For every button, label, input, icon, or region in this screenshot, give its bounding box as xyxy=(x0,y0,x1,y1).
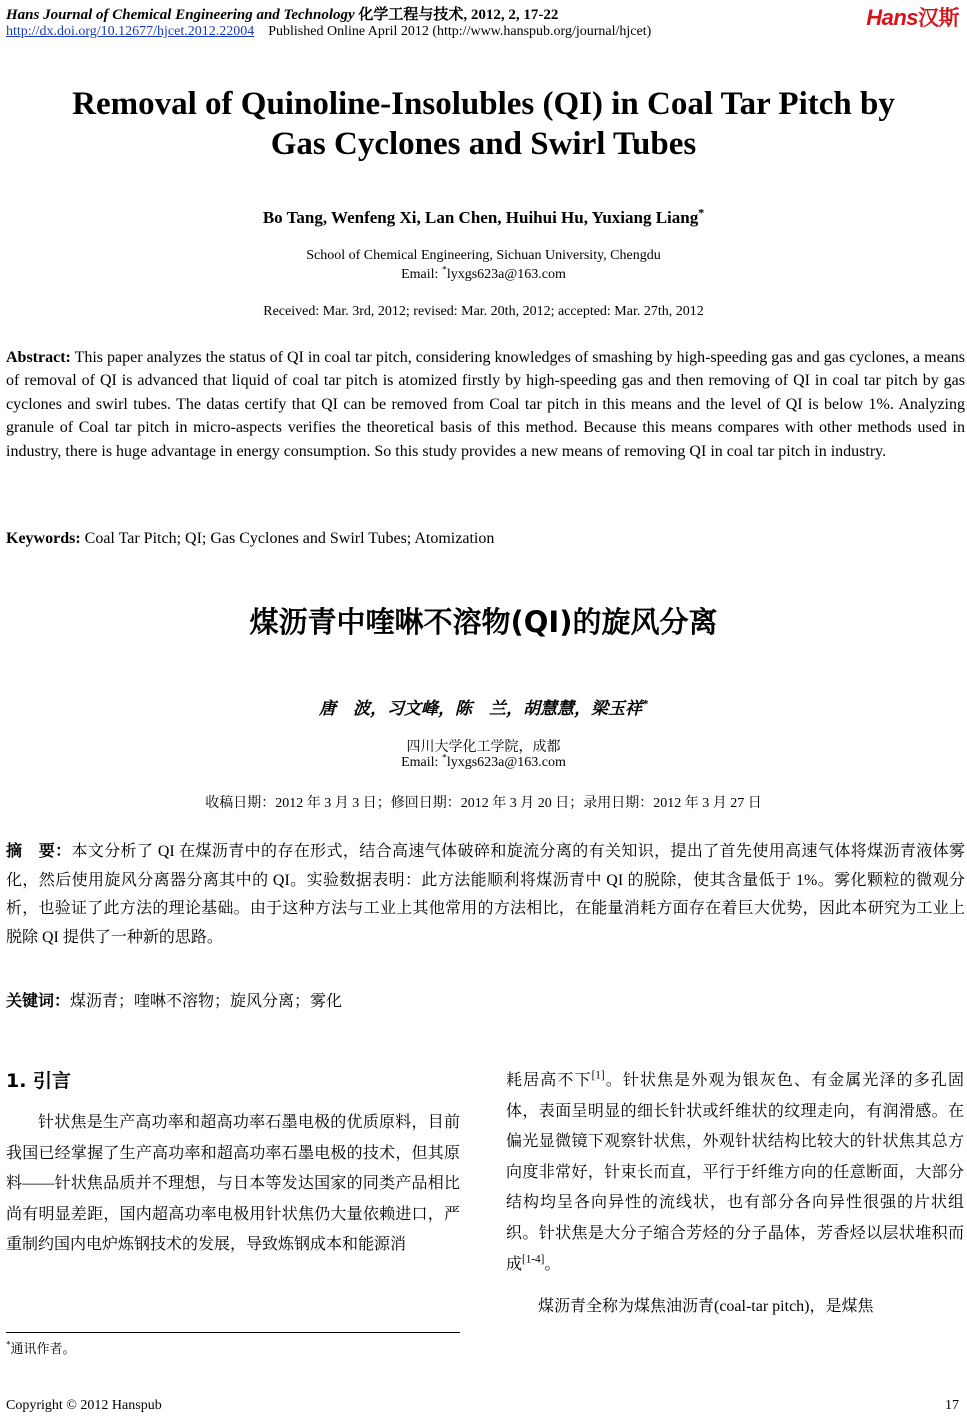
corresponding-mark-cn: * xyxy=(642,696,648,711)
intro-right-paragraph-1 xyxy=(506,1066,964,1280)
footnote-text: 通讯作者。 xyxy=(10,1341,76,1356)
paper-title-cn: 煤沥青中喹啉不溶物(QI)的旋风分离 xyxy=(249,605,718,639)
footnote-mark: * xyxy=(6,1339,11,1350)
copyright: Copyright © 2012 Hanspub xyxy=(6,1398,162,1413)
section-heading-introduction: 1. 引言 xyxy=(6,1070,72,1092)
doi-link[interactable]: http://dx.doi.org/10.12677/hjcet.2012.22004 xyxy=(6,24,255,39)
abstract-en-label: Abstract: xyxy=(6,349,71,366)
keywords-en xyxy=(6,530,965,548)
abstract-en-text: This paper analyzes the status of QI in coal tar pitch, considering knowledges of smashing by high-speeding gas and gas cyclones, a means of removal of QI is advanced that liquid of coal tar pitch is atomized firstly by high-speeding gas and then removing of QI in coal tar pitch by gas cyclones and swirl tubes. The datas certify that QI can be removed from Coal tar pitch in this means and the level of QI is below 1%. Analyzing granule of Coal tar pitch in micro-aspects verifies the theoretical basis of this method. Because this means compares with other methods used in industry, there is huge advantage in energy consumption. So this study provides a new means of removing QI in coal tar pitch in industry. xyxy=(6,349,966,460)
received-dates-cn: 收稿日期：2012 年 3 月 3 日；修回日期：2012 年 3 月 20 日；录用日期：2012 年 3 月 27 日 xyxy=(205,796,762,811)
received-dates-en: Received: Mar. 3rd, 2012; revised: Mar. 20th, 2012; accepted: Mar. 27th, 2012 xyxy=(263,304,704,319)
journal-header xyxy=(6,3,558,24)
email-mark-cn: * xyxy=(441,752,447,764)
intro-text-c: 。 xyxy=(544,1255,561,1273)
intro-text-b: 。针状焦是外观为银灰色、有金属光泽的多孔固体，表面呈明显的细长针状或纤维状的纹理走向，有润滑感。在偏光显微镜下观察针状焦，外观针状结构比较大的针状焦其总方向度非常好，针束长而直，平行于纤维方向的任意断面，大部分结构均呈各向异性的流线状，也有部分各向异性很强的片状组织。针状焦是大分子缩合芳烃的分子晶体，芳香烃以层状堆积而成 xyxy=(506,1072,964,1273)
paper-title-en xyxy=(0,84,967,164)
email-label-cn: Email: xyxy=(401,755,442,770)
hans-logo xyxy=(866,2,959,32)
abstract-cn-text: 本文分析了 QI 在煤沥青中的存在形式，结合高速气体破碎和旋流分离的有关知识，提出了首先使用高速气体将煤沥青液体雾化，然后使用旋风分离器分离其中的 QI。实验数据表明：此方法能顺利将煤沥青中 QI 的脱除，使其含量低于 1%。雾化颗粒的微观分析，也验证了此方法的理论基础。由于这种方法与工业上其他常用的方法相比，在能量消耗方面存在着巨大优势，因此本研究为工业上脱除 QI 提供了一种新的思路。 xyxy=(6,843,965,946)
logo-text-cn: 汉斯 xyxy=(918,7,959,30)
intro-left-column: 针状焦是生产高功率和超高功率石墨电极的优质原料，目前我国已经掌握了生产高功率和超高功率石墨电极的技术，但其原料——针状焦品质并不理想，与日本等发达国家的同类产品相比尚有明显差距，国内超高功率电极用针状焦仍大量依赖进口，严重制约国内电炉炼钢技术的发展，导致炼钢成本和能源消 xyxy=(6,1114,460,1254)
journal-issue: 化学工程与技术, 2012, 2, 17-22 xyxy=(354,7,559,23)
affiliation-en: School of Chemical Engineering, Sichuan University, Chengdu xyxy=(306,248,661,263)
intro-right-paragraph-2: 煤沥青全称为煤焦油沥青(coal-tar pitch)，是煤焦 xyxy=(538,1298,874,1316)
keywords-en-text: Coal Tar Pitch; QI; Gas Cyclones and Swirl Tubes; Atomization xyxy=(80,530,495,547)
abstract-cn-label: 摘 要： xyxy=(6,843,72,860)
email-label: Email: xyxy=(401,267,442,282)
keywords-cn-label: 关键词： xyxy=(6,991,71,1010)
affiliation-cn: 四川大学化工学院，成都 xyxy=(406,740,561,755)
doi-line xyxy=(6,24,651,40)
email-en xyxy=(0,264,967,283)
keywords-cn xyxy=(6,988,965,1011)
email-cn xyxy=(0,752,967,771)
footnote xyxy=(6,1338,76,1357)
intro-text-a: 耗居高不下 xyxy=(506,1072,592,1089)
authors-cn xyxy=(0,694,967,719)
email-address-cn: lyxgs623a@163.com xyxy=(446,755,566,770)
email-address: lyxgs623a@163.com xyxy=(446,267,566,282)
title-en-line2: Gas Cyclones and Swirl Tubes xyxy=(270,126,697,162)
corresponding-mark: * xyxy=(698,205,705,220)
abstract-cn xyxy=(6,838,965,952)
citation-1: [1] xyxy=(591,1069,605,1082)
email-mark: * xyxy=(441,264,447,276)
title-en-line1: Removal of Quinoline-Insolubles (QI) in Coal Tar Pitch by xyxy=(72,86,895,122)
authors-en xyxy=(0,205,967,228)
intro-right-column xyxy=(506,1066,964,1323)
authors-en-names: Bo Tang, Wenfeng Xi, Lan Chen, Huihui Hu, Yuxiang Liang xyxy=(262,208,699,227)
abstract-en xyxy=(6,346,965,463)
citation-1-4: [1-4] xyxy=(522,1253,545,1266)
journal-name: Hans Journal of Chemical Engineering and Technology xyxy=(6,7,355,23)
keywords-cn-text: 煤沥青；喹啉不溶物；旋风分离；雾化 xyxy=(70,993,343,1010)
page-number: 17 xyxy=(945,1398,959,1413)
logo-text-en: Hans xyxy=(866,5,918,30)
footnote-divider xyxy=(6,1332,460,1333)
keywords-en-label: Keywords: xyxy=(6,530,81,547)
published-online: Published Online April 2012 (http://www.hanspub.org/journal/hjcet) xyxy=(268,24,652,39)
authors-cn-names: 唐 波，习文峰，陈 兰，胡慧慧，梁玉祥 xyxy=(319,699,643,718)
